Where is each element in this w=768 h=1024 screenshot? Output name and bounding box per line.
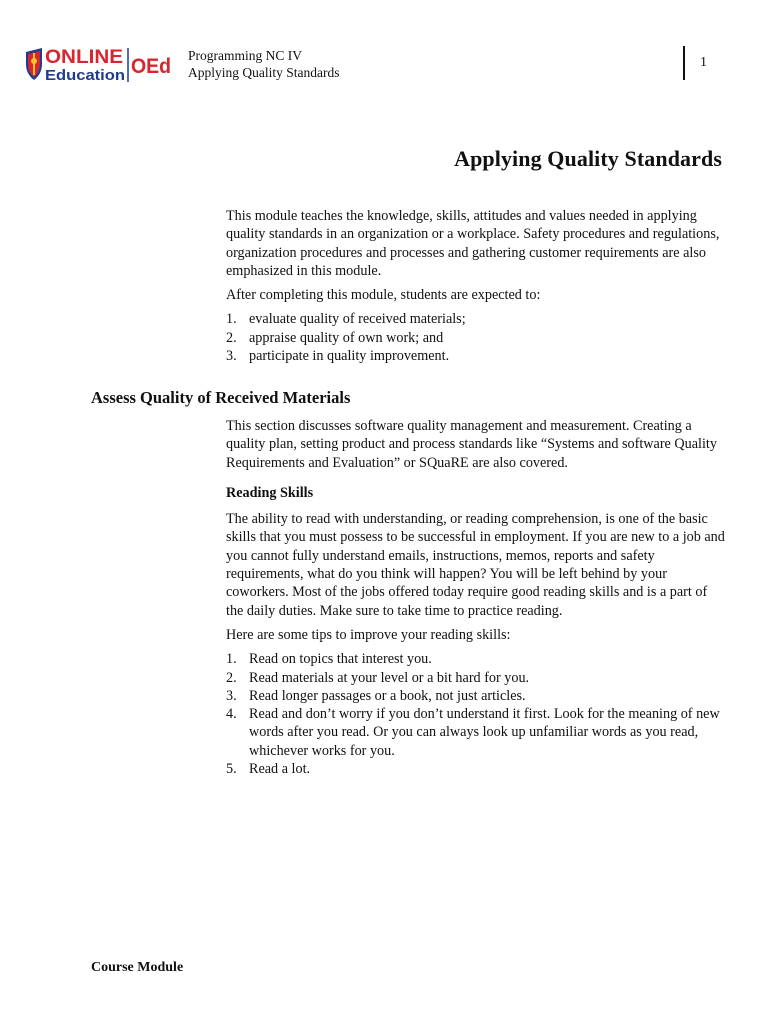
tips-list (226, 650, 726, 778)
reading-paragraph: The ability to read with understanding, or reading comprehension, is one of the basic skills that you must possess to be successful in employment. If you are new to a job and you cannot fully understand emails, instructions, memos, reports and safety requirements, what do you think will happen? You will be left behind by your coworkers. Most of the jobs offered today require good reading skills and is a part of the daily duties. Make sure to take time to practice reading. (226, 511, 725, 619)
page-header (0, 0, 768, 100)
list-item: 1. Read on topics that interest you. (226, 651, 432, 668)
section-body (226, 417, 726, 778)
list-item: 3. participate in quality improvement. (226, 348, 450, 365)
svg-text:OEd: OEd (131, 55, 171, 78)
list-item: 1. evaluate quality of received materials; (226, 311, 466, 328)
page-number: 1 (700, 55, 707, 70)
svg-text:ONLINE: ONLINE (45, 47, 123, 68)
list-item: 2. Read materials at your level or a bit hard for you. (226, 669, 530, 686)
list-item: 5. Read a lot. (226, 761, 311, 778)
intro-section (226, 207, 726, 365)
online-education-logo (24, 44, 174, 86)
intro-paragraph: This module teaches the knowledge, skills, attitudes and values needed in applying quality standards in an organization or a workplace. Safety procedures and regulations, organization procedures and processes and gathering customer requirements are also emphasized in this module. (226, 208, 720, 279)
page-footer: Course Module (91, 960, 184, 975)
objectives-list (226, 310, 726, 365)
document-title: Applying Quality Standards (454, 146, 722, 171)
svg-text:Education: Education (45, 67, 126, 84)
tips-lead: Here are some tips to improve your reading skills: (226, 626, 511, 643)
section-paragraph: This section discusses software quality management and measurement. Creating a quality plan, setting product and process standards like “Systems and software Quality Requirements and Evaluation” or SQuaRE are also covered. (226, 418, 717, 471)
shield-icon (26, 48, 42, 80)
list-item: 3. Read longer passages or a book, not just articles. (226, 687, 526, 704)
objectives-lead: After completing this module, students are expected to: (226, 287, 541, 304)
list-item: 4. Read and don’t worry if you don’t understand it first. Look for the meaning of new words after you read. Or you can always look up unfamiliar words as you read, whichever works for you. (226, 706, 720, 759)
header-text (188, 47, 340, 81)
module-title: Applying Quality Standards (188, 65, 340, 80)
section-heading: Assess Quality of Received Materials (91, 388, 351, 407)
course-name: Programming NC IV (188, 48, 302, 63)
list-item: 2. appraise quality of own work; and (226, 329, 444, 346)
header-divider (683, 46, 685, 80)
reading-skills-heading: Reading Skills (226, 484, 314, 501)
